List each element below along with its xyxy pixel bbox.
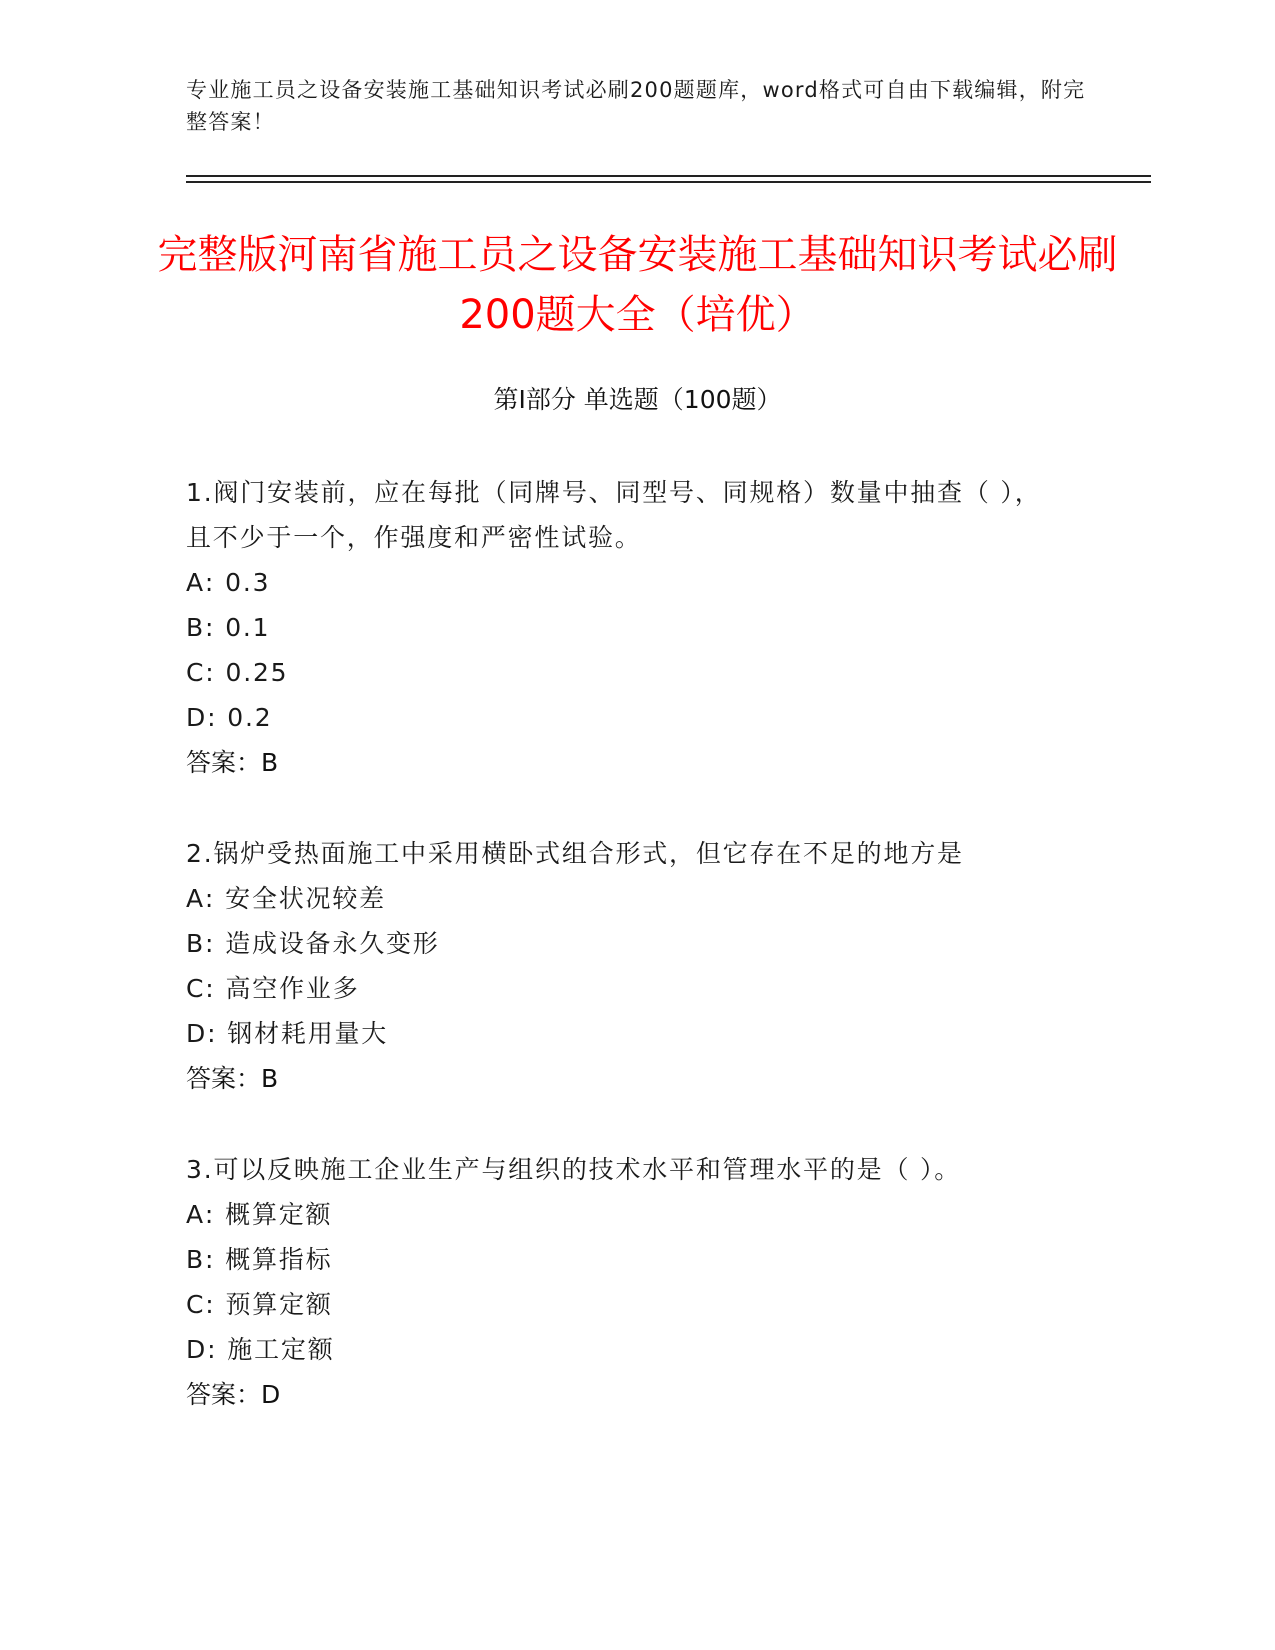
- option-d: [186, 695, 1066, 740]
- header-rule-top: [186, 175, 1151, 177]
- answer-label: 答案：: [186, 748, 262, 777]
- answer-label: 答案：: [186, 1380, 262, 1409]
- option-separator: :: [207, 1019, 218, 1048]
- option-value: 预算定额: [225, 1290, 333, 1319]
- option-key: A: [186, 1200, 205, 1229]
- option-separator: :: [205, 658, 216, 687]
- option-value: 高空作业多: [225, 974, 360, 1003]
- option-key: D: [186, 703, 208, 732]
- option-value: 概算定额: [225, 1200, 333, 1229]
- option-separator: :: [204, 1245, 216, 1274]
- option-separator: :: [204, 613, 216, 642]
- answer-value: B: [261, 1064, 279, 1093]
- option-key: D: [186, 1019, 208, 1048]
- question-text: 2.锅炉受热面施工中采用横卧式组合形式，但它存在不足的地方是: [186, 839, 964, 868]
- question-item: [186, 1147, 1066, 1417]
- question-list: [186, 470, 1066, 1463]
- option-c: [186, 1282, 1066, 1327]
- answer-line: [186, 740, 1066, 785]
- option-b: [186, 921, 1066, 966]
- option-value: 0.3: [225, 568, 271, 597]
- answer-label: 答案：: [186, 1064, 262, 1093]
- option-d: [186, 1327, 1066, 1372]
- option-key: B: [186, 1245, 205, 1274]
- header-note: 专业施工员之设备安装施工基础知识考试必刷200题题库，word格式可自由下载编辑，附完整答案！: [186, 78, 1086, 134]
- option-separator: :: [204, 929, 216, 958]
- option-value: 造成设备永久变形: [225, 929, 440, 958]
- option-separator: :: [205, 1290, 216, 1319]
- question-item: [186, 470, 1066, 785]
- option-key: C: [186, 974, 206, 1003]
- document-title: 完整版河南省施工员之设备安装施工基础知识考试必刷200题大全（培优）: [157, 232, 1118, 338]
- option-key: C: [186, 1290, 206, 1319]
- question-item: [186, 831, 1066, 1101]
- section-title: 第I部分 单选题（100题）: [493, 385, 782, 414]
- answer-line: [186, 1372, 1066, 1417]
- option-key: C: [186, 658, 206, 687]
- option-b: [186, 1237, 1066, 1282]
- option-value: 0.1: [225, 613, 271, 642]
- option-key: B: [186, 613, 205, 642]
- option-value: 施工定额: [227, 1335, 335, 1364]
- option-c: [186, 650, 1066, 695]
- option-value: 0.2: [227, 703, 273, 732]
- header-rule-bottom: [186, 181, 1151, 183]
- option-key: A: [186, 884, 205, 913]
- option-value: 0.25: [225, 658, 289, 687]
- question-text: 1.阀门安装前，应在每批（同牌号、同型号、同规格）数量中抽查（ ），且不少于一个，作强度和严密性试验。: [186, 478, 1042, 552]
- option-separator: :: [204, 1200, 216, 1229]
- option-separator: :: [204, 884, 216, 913]
- option-c: [186, 966, 1066, 1011]
- answer-value: D: [261, 1380, 281, 1409]
- option-separator: :: [205, 974, 216, 1003]
- option-a: [186, 1192, 1066, 1237]
- option-a: [186, 876, 1066, 921]
- question-text: 3.可以反映施工企业生产与组织的技术水平和管理水平的是（ ）。: [186, 1155, 962, 1184]
- option-separator: :: [207, 1335, 218, 1364]
- option-b: [186, 605, 1066, 650]
- option-value: 钢材耗用量大: [227, 1019, 389, 1048]
- option-value: 概算指标: [225, 1245, 333, 1274]
- option-a: [186, 560, 1066, 605]
- option-key: D: [186, 1335, 208, 1364]
- answer-line: [186, 1056, 1066, 1101]
- option-key: A: [186, 568, 205, 597]
- answer-value: B: [261, 748, 279, 777]
- option-d: [186, 1011, 1066, 1056]
- option-value: 安全状况较差: [225, 884, 386, 913]
- option-separator: :: [207, 703, 218, 732]
- option-separator: :: [204, 568, 216, 597]
- option-key: B: [186, 929, 205, 958]
